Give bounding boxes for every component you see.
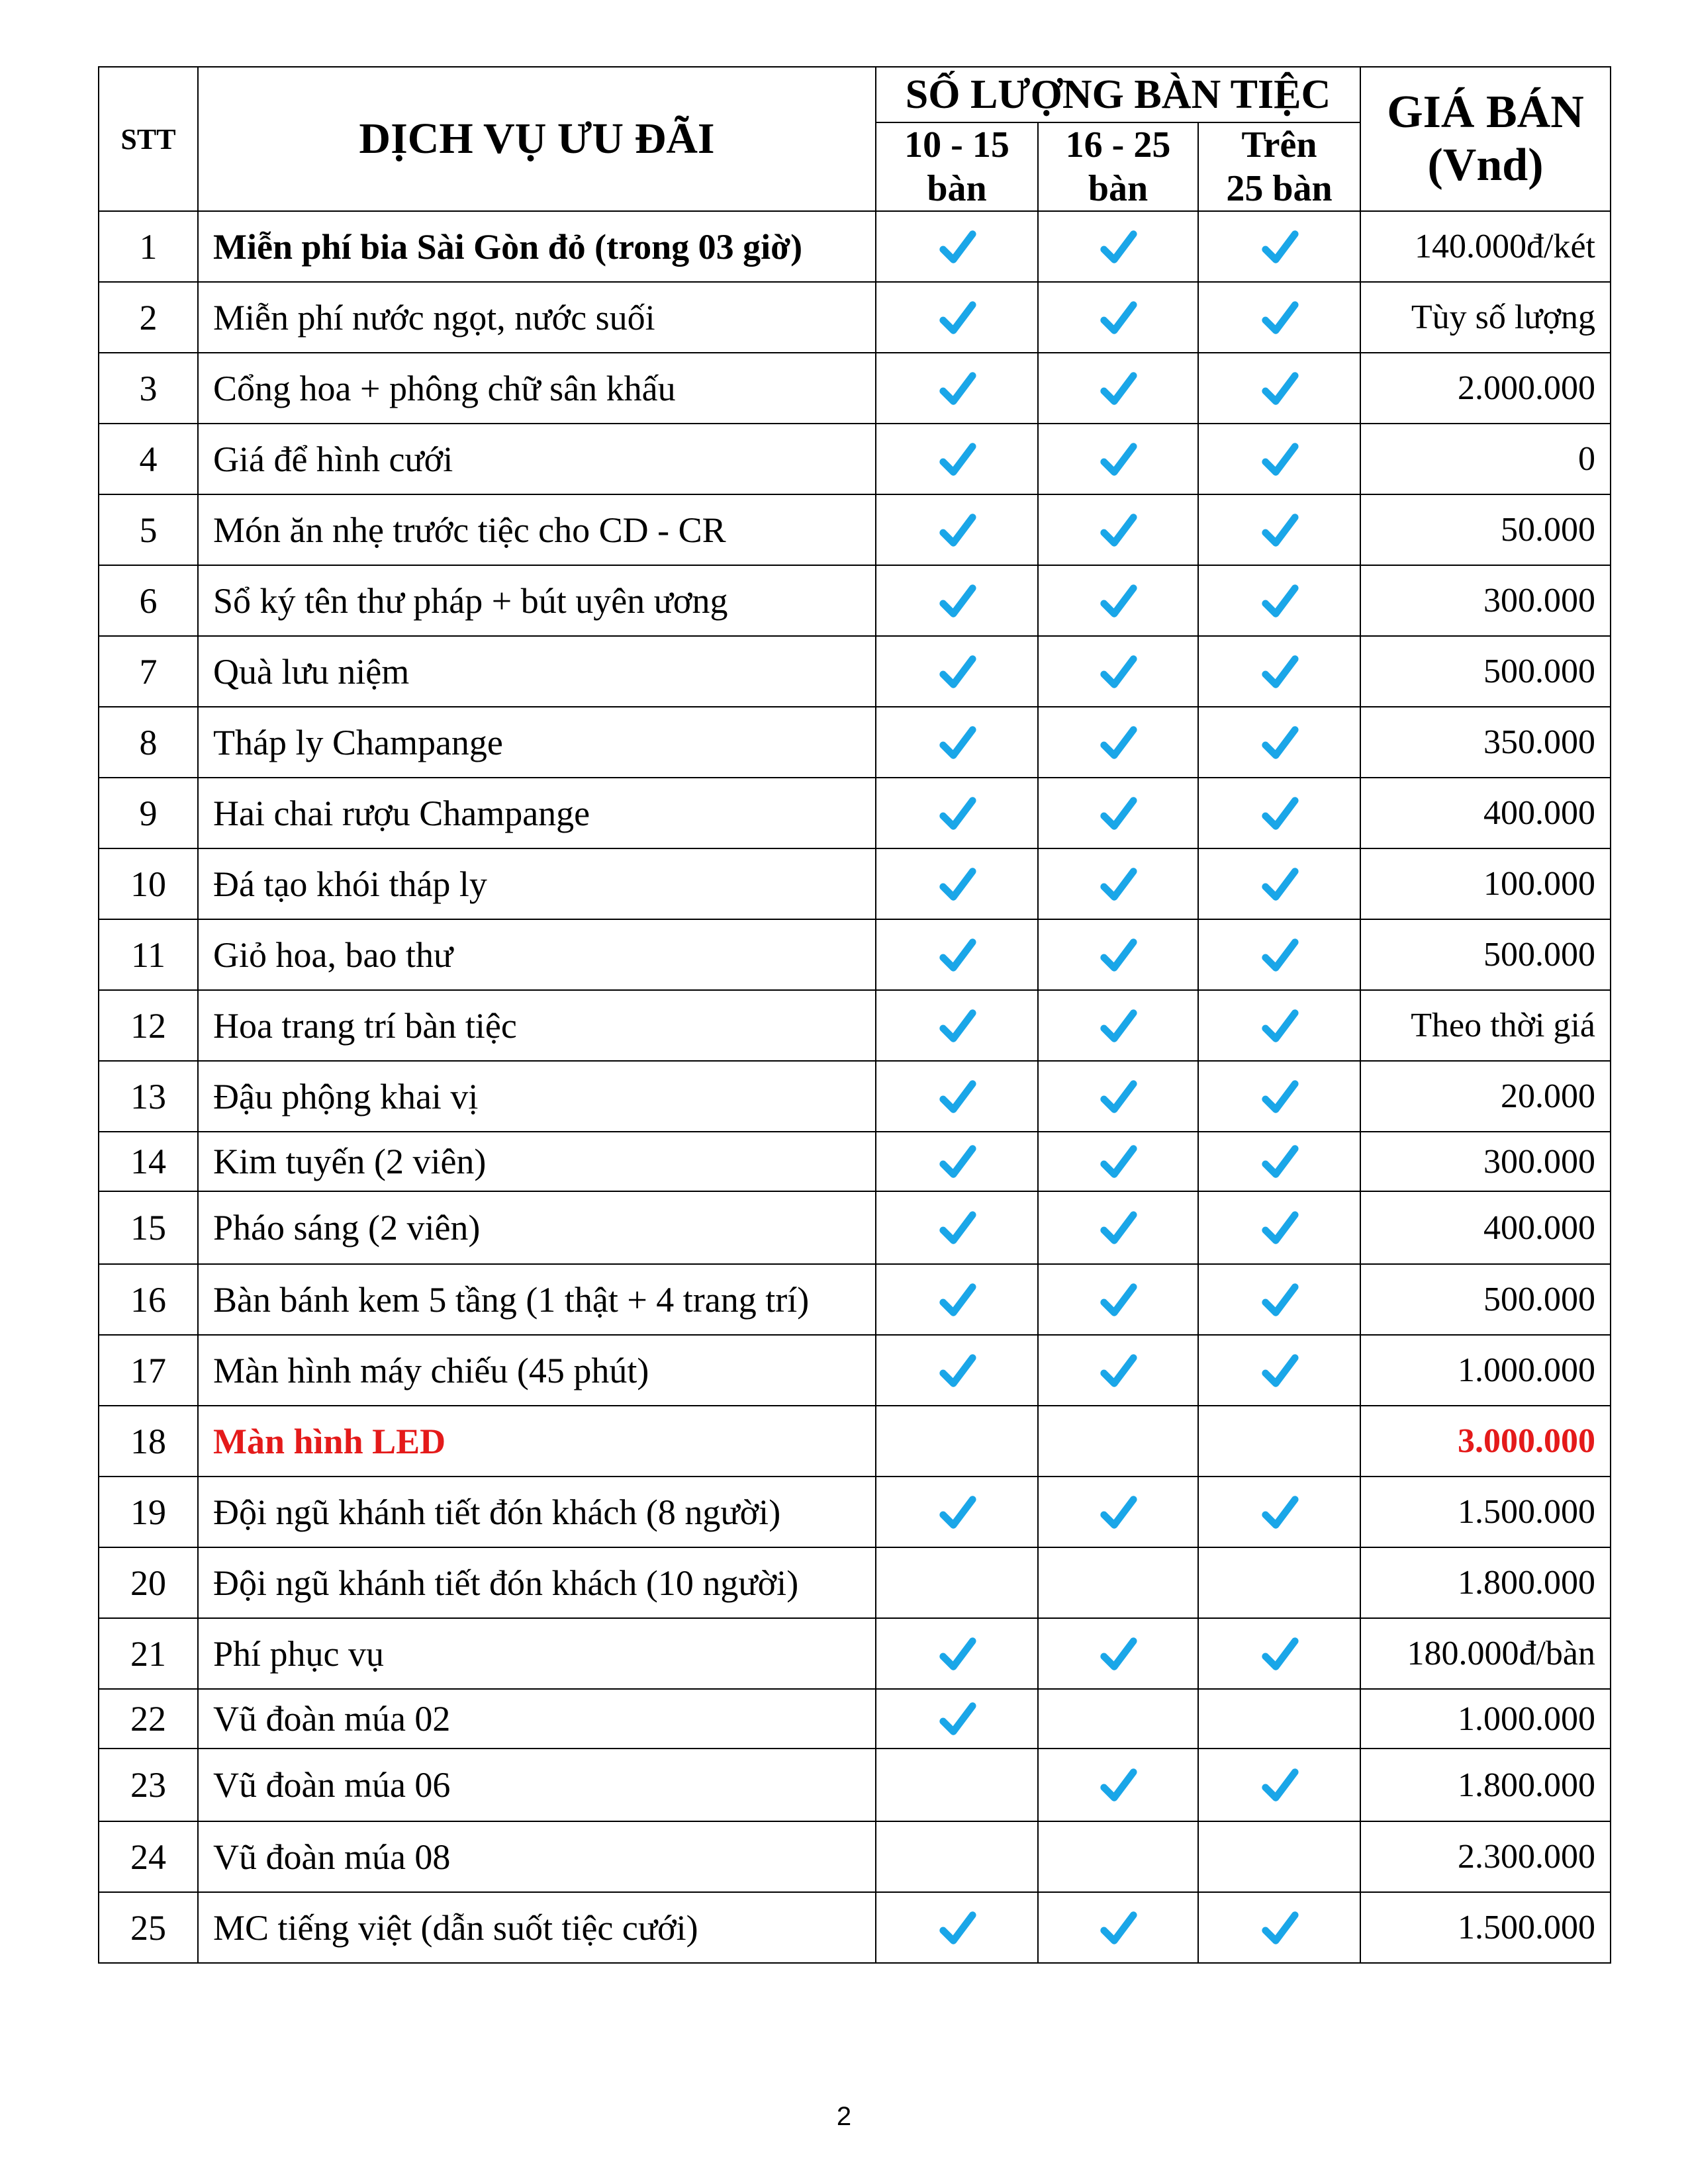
check-icon — [1098, 1076, 1139, 1117]
table-row — [99, 636, 1611, 707]
row-number: 9 — [99, 778, 198, 848]
service-name: Vũ đoàn múa 02 — [198, 1689, 876, 1749]
tier-2-cell — [1038, 1191, 1198, 1264]
check-icon — [1259, 1207, 1300, 1248]
service-price-table — [98, 66, 1611, 1964]
check-icon — [1259, 864, 1300, 905]
price: Tùy số lượng — [1360, 282, 1611, 353]
service-name: Phí phục vụ — [198, 1618, 876, 1689]
check-icon — [937, 651, 978, 692]
table-row — [99, 990, 1611, 1061]
tier-3-cell — [1198, 636, 1360, 707]
price: 1.000.000 — [1360, 1335, 1611, 1406]
row-number: 15 — [99, 1191, 198, 1264]
row-number: 22 — [99, 1689, 198, 1749]
table-row — [99, 211, 1611, 282]
tier-3-cell — [1198, 848, 1360, 919]
price: 400.000 — [1360, 1191, 1611, 1264]
check-icon — [1259, 580, 1300, 621]
tier-2-cell — [1038, 1821, 1198, 1892]
check-icon — [937, 297, 978, 338]
service-name: Tháp ly Champange — [198, 707, 876, 778]
tier-3-cell — [1198, 353, 1360, 424]
table-row — [99, 1821, 1611, 1892]
service-name: Vũ đoàn múa 06 — [198, 1749, 876, 1821]
check-icon — [1098, 864, 1139, 905]
row-number: 1 — [99, 211, 198, 282]
check-icon — [937, 580, 978, 621]
row-number: 17 — [99, 1335, 198, 1406]
table-row — [99, 1132, 1611, 1191]
header-service: DỊCH VỤ ƯU ĐÃI — [198, 67, 876, 211]
row-number: 8 — [99, 707, 198, 778]
check-icon — [1259, 1633, 1300, 1674]
service-name: Hai chai rượu Champange — [198, 778, 876, 848]
table-row — [99, 1264, 1611, 1335]
check-icon — [1098, 580, 1139, 621]
tier-1-cell — [876, 1689, 1038, 1749]
row-number: 10 — [99, 848, 198, 919]
row-number: 25 — [99, 1892, 198, 1963]
check-icon — [937, 368, 978, 409]
service-name: Màn hình máy chiếu (45 phút) — [198, 1335, 876, 1406]
price: 400.000 — [1360, 778, 1611, 848]
price: 0 — [1360, 424, 1611, 494]
check-icon — [937, 934, 978, 976]
tier-3-cell — [1198, 1406, 1360, 1477]
row-number: 23 — [99, 1749, 198, 1821]
check-icon — [1098, 1633, 1139, 1674]
header-stt: STT — [99, 67, 198, 211]
table-row — [99, 282, 1611, 353]
price: 1.500.000 — [1360, 1477, 1611, 1547]
price: 50.000 — [1360, 494, 1611, 565]
check-icon — [1098, 1764, 1139, 1805]
row-number: 7 — [99, 636, 198, 707]
row-number: 18 — [99, 1406, 198, 1477]
service-name: Đá tạo khói tháp ly — [198, 848, 876, 919]
row-number: 14 — [99, 1132, 198, 1191]
tier-2-cell — [1038, 1749, 1198, 1821]
table-body — [99, 211, 1611, 1963]
table-row — [99, 1547, 1611, 1618]
header-tier-3 — [1198, 122, 1360, 211]
row-number: 11 — [99, 919, 198, 990]
header-tier-2-line2: bàn — [1088, 168, 1149, 209]
tier-2-cell — [1038, 919, 1198, 990]
tier-3-cell — [1198, 211, 1360, 282]
row-number: 12 — [99, 990, 198, 1061]
table-row — [99, 848, 1611, 919]
check-icon — [1259, 510, 1300, 551]
tier-3-cell — [1198, 424, 1360, 494]
check-icon — [1098, 1141, 1139, 1182]
check-icon — [937, 864, 978, 905]
tier-3-cell — [1198, 1749, 1360, 1821]
check-icon — [937, 1207, 978, 1248]
table-row — [99, 1061, 1611, 1132]
price: Theo thời giá — [1360, 990, 1611, 1061]
header-tier-3-line1: Trên — [1241, 124, 1317, 165]
tier-1-cell — [876, 990, 1038, 1061]
service-name: Vũ đoàn múa 08 — [198, 1821, 876, 1892]
check-icon — [1098, 297, 1139, 338]
check-icon — [1098, 1492, 1139, 1533]
tier-2-cell — [1038, 1689, 1198, 1749]
tier-1-cell — [876, 1061, 1038, 1132]
check-icon — [937, 510, 978, 551]
check-icon — [1098, 722, 1139, 763]
table-row — [99, 778, 1611, 848]
tier-1-cell — [876, 1335, 1038, 1406]
tier-3-cell — [1198, 1618, 1360, 1689]
tier-1-cell — [876, 353, 1038, 424]
page-number: 2 — [836, 2102, 852, 2131]
check-icon — [1098, 439, 1139, 480]
tier-3-cell — [1198, 778, 1360, 848]
table-row — [99, 1335, 1611, 1406]
service-name: Cổng hoa + phông chữ sân khấu — [198, 353, 876, 424]
tier-1-cell — [876, 1132, 1038, 1191]
tier-2-cell — [1038, 990, 1198, 1061]
table-row — [99, 919, 1611, 990]
check-icon — [1098, 510, 1139, 551]
service-name: Miễn phí bia Sài Gòn đỏ (trong 03 giờ) — [198, 211, 876, 282]
check-icon — [1098, 226, 1139, 267]
tier-3-cell — [1198, 1547, 1360, 1618]
check-icon — [1259, 722, 1300, 763]
tier-2-cell — [1038, 494, 1198, 565]
header-tier-1-line1: 10 - 15 — [904, 124, 1009, 165]
tier-1-cell — [876, 282, 1038, 353]
tier-2-cell — [1038, 1477, 1198, 1547]
service-name: Màn hình LED — [198, 1406, 876, 1477]
tier-3-cell — [1198, 1335, 1360, 1406]
check-icon — [937, 1907, 978, 1948]
tier-2-cell — [1038, 1335, 1198, 1406]
price: 500.000 — [1360, 1264, 1611, 1335]
service-name: Đội ngũ khánh tiết đón khách (8 người) — [198, 1477, 876, 1547]
check-icon — [1259, 368, 1300, 409]
service-name: Giỏ hoa, bao thư — [198, 919, 876, 990]
header-tier-1 — [876, 122, 1038, 211]
header-tier-2 — [1038, 122, 1198, 211]
tier-2-cell — [1038, 424, 1198, 494]
check-icon — [937, 1141, 978, 1182]
price: 350.000 — [1360, 707, 1611, 778]
check-icon — [1098, 793, 1139, 834]
tier-2-cell — [1038, 1132, 1198, 1191]
tier-1-cell — [876, 1892, 1038, 1963]
tier-1-cell — [876, 565, 1038, 636]
price: 2.300.000 — [1360, 1821, 1611, 1892]
check-icon — [1259, 1350, 1300, 1391]
tier-3-cell — [1198, 990, 1360, 1061]
service-name: Hoa trang trí bàn tiệc — [198, 990, 876, 1061]
check-icon — [1098, 1005, 1139, 1046]
table-row — [99, 1892, 1611, 1963]
tier-1-cell — [876, 1749, 1038, 1821]
tier-1-cell — [876, 211, 1038, 282]
header-tier-2-line1: 16 - 25 — [1065, 124, 1171, 165]
tier-3-cell — [1198, 1477, 1360, 1547]
table-row — [99, 353, 1611, 424]
service-name: Kim tuyến (2 viên) — [198, 1132, 876, 1191]
price: 140.000đ/két — [1360, 211, 1611, 282]
tier-1-cell — [876, 707, 1038, 778]
price: 20.000 — [1360, 1061, 1611, 1132]
service-name: MC tiếng việt (dẫn suốt tiệc cưới) — [198, 1892, 876, 1963]
row-number: 24 — [99, 1821, 198, 1892]
tier-3-cell — [1198, 494, 1360, 565]
tier-1-cell — [876, 1477, 1038, 1547]
tier-2-cell — [1038, 1618, 1198, 1689]
price: 180.000đ/bàn — [1360, 1618, 1611, 1689]
check-icon — [1259, 226, 1300, 267]
tier-1-cell — [876, 1191, 1038, 1264]
check-icon — [937, 1350, 978, 1391]
table-row — [99, 1689, 1611, 1749]
check-icon — [937, 793, 978, 834]
tier-2-cell — [1038, 1406, 1198, 1477]
table-row — [99, 424, 1611, 494]
row-number: 3 — [99, 353, 198, 424]
check-icon — [937, 1279, 978, 1320]
tier-3-cell — [1198, 919, 1360, 990]
service-name: Pháo sáng (2 viên) — [198, 1191, 876, 1264]
check-icon — [937, 1492, 978, 1533]
tier-1-cell — [876, 636, 1038, 707]
check-icon — [1259, 439, 1300, 480]
check-icon — [1098, 1279, 1139, 1320]
check-icon — [1098, 651, 1139, 692]
tier-3-cell — [1198, 1061, 1360, 1132]
tier-3-cell — [1198, 1264, 1360, 1335]
header-table-count: SỐ LƯỢNG BÀN TIỆC — [876, 67, 1360, 122]
service-name: Đội ngũ khánh tiết đón khách (10 người) — [198, 1547, 876, 1618]
check-icon — [1259, 1764, 1300, 1805]
row-number: 13 — [99, 1061, 198, 1132]
tier-2-cell — [1038, 778, 1198, 848]
service-name: Quà lưu niệm — [198, 636, 876, 707]
table-row — [99, 1618, 1611, 1689]
tier-1-cell — [876, 424, 1038, 494]
check-icon — [937, 439, 978, 480]
table-row — [99, 1749, 1611, 1821]
tier-2-cell — [1038, 282, 1198, 353]
price: 1.800.000 — [1360, 1749, 1611, 1821]
check-icon — [937, 1698, 978, 1739]
check-icon — [1259, 1907, 1300, 1948]
header-price-line2: (Vnd) — [1427, 140, 1544, 191]
price: 100.000 — [1360, 848, 1611, 919]
price: 2.000.000 — [1360, 353, 1611, 424]
row-number: 19 — [99, 1477, 198, 1547]
tier-2-cell — [1038, 707, 1198, 778]
service-name: Bàn bánh kem 5 tầng (1 thật + 4 trang trí) — [198, 1264, 876, 1335]
tier-3-cell — [1198, 1892, 1360, 1963]
check-icon — [937, 722, 978, 763]
check-icon — [1259, 1279, 1300, 1320]
price: 500.000 — [1360, 919, 1611, 990]
row-number: 16 — [99, 1264, 198, 1335]
check-icon — [1259, 793, 1300, 834]
service-name: Sổ ký tên thư pháp + bút uyên ương — [198, 565, 876, 636]
price: 1.000.000 — [1360, 1689, 1611, 1749]
tier-1-cell — [876, 1406, 1038, 1477]
row-number: 2 — [99, 282, 198, 353]
tier-2-cell — [1038, 636, 1198, 707]
price: 300.000 — [1360, 565, 1611, 636]
check-icon — [937, 226, 978, 267]
price: 1.800.000 — [1360, 1547, 1611, 1618]
check-icon — [937, 1633, 978, 1674]
row-number: 6 — [99, 565, 198, 636]
service-name: Đậu phộng khai vị — [198, 1061, 876, 1132]
tier-1-cell — [876, 1618, 1038, 1689]
check-icon — [1259, 297, 1300, 338]
table-row — [99, 1191, 1611, 1264]
check-icon — [1259, 934, 1300, 976]
service-name: Món ăn nhẹ trước tiệc cho CD - CR — [198, 494, 876, 565]
check-icon — [1098, 368, 1139, 409]
tier-2-cell — [1038, 1061, 1198, 1132]
price: 1.500.000 — [1360, 1892, 1611, 1963]
header-price-line1: GIÁ BÁN — [1387, 87, 1584, 138]
price: 300.000 — [1360, 1132, 1611, 1191]
check-icon — [1098, 1907, 1139, 1948]
tier-2-cell — [1038, 848, 1198, 919]
tier-2-cell — [1038, 211, 1198, 282]
tier-2-cell — [1038, 1264, 1198, 1335]
check-icon — [1098, 1207, 1139, 1248]
check-icon — [1259, 1141, 1300, 1182]
tier-3-cell — [1198, 1191, 1360, 1264]
tier-3-cell — [1198, 1132, 1360, 1191]
row-number: 20 — [99, 1547, 198, 1618]
service-name: Miễn phí nước ngọt, nước suối — [198, 282, 876, 353]
row-number: 5 — [99, 494, 198, 565]
check-icon — [1098, 1350, 1139, 1391]
tier-3-cell — [1198, 565, 1360, 636]
table-row — [99, 565, 1611, 636]
tier-1-cell — [876, 1821, 1038, 1892]
table-row — [99, 494, 1611, 565]
check-icon — [937, 1005, 978, 1046]
tier-1-cell — [876, 848, 1038, 919]
row-number: 21 — [99, 1618, 198, 1689]
header-tier-1-line2: bàn — [927, 168, 987, 209]
table-row — [99, 707, 1611, 778]
header-price — [1360, 67, 1611, 211]
check-icon — [1259, 651, 1300, 692]
tier-1-cell — [876, 1547, 1038, 1618]
row-number: 4 — [99, 424, 198, 494]
tier-1-cell — [876, 1264, 1038, 1335]
tier-1-cell — [876, 494, 1038, 565]
tier-3-cell — [1198, 707, 1360, 778]
check-icon — [937, 1076, 978, 1117]
table-row — [99, 1477, 1611, 1547]
tier-3-cell — [1198, 1689, 1360, 1749]
check-icon — [1259, 1005, 1300, 1046]
price: 500.000 — [1360, 636, 1611, 707]
tier-2-cell — [1038, 1892, 1198, 1963]
tier-2-cell — [1038, 565, 1198, 636]
header-row-1 — [99, 67, 1611, 122]
check-icon — [1098, 934, 1139, 976]
tier-1-cell — [876, 919, 1038, 990]
service-name: Giá để hình cưới — [198, 424, 876, 494]
check-icon — [1259, 1492, 1300, 1533]
tier-3-cell — [1198, 282, 1360, 353]
check-icon — [1259, 1076, 1300, 1117]
header-tier-3-line2: 25 bàn — [1226, 168, 1333, 209]
tier-1-cell — [876, 778, 1038, 848]
tier-2-cell — [1038, 1547, 1198, 1618]
tier-3-cell — [1198, 1821, 1360, 1892]
price: 3.000.000 — [1360, 1406, 1611, 1477]
tier-2-cell — [1038, 353, 1198, 424]
table-row — [99, 1406, 1611, 1477]
